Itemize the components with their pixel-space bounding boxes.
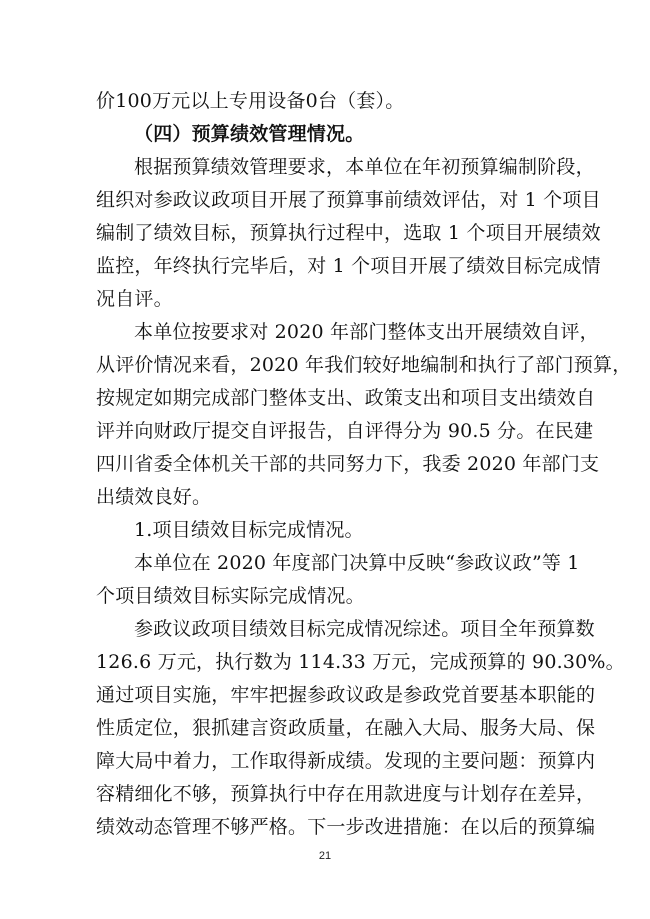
text-line-3: 根据预算绩效管理要求，本单位在年初预算编制阶段， — [134, 156, 595, 178]
text-line-18: 126.6 万元，执行数为 114.33 万元，完成预算的 90.30%。 — [96, 651, 625, 673]
text-line-15: 本单位在 2020 年度部门决算中反映“参政议政”等 1 — [134, 552, 580, 574]
text-line-4: 组织对参政议政项目开展了预算事前绩效评估，对 1 个项目 — [96, 189, 601, 211]
section-heading: （四）预算绩效管理情况。 — [134, 123, 365, 145]
text-line-1: 价100万元以上专用设备0台（套）。 — [96, 90, 405, 112]
text-line-11: 评并向财政厅提交自评报告，自评得分为 90.5 分。在民建 — [96, 420, 594, 442]
text-line-22: 容精细化不够，预算执行中存在用款进度与计划存在差异， — [96, 783, 596, 805]
text-line-12: 四川省委全体机关干部的共同努力下，我委 2020 年部门支 — [96, 453, 600, 475]
text-line-13: 出绩效良好。 — [96, 486, 212, 508]
text-line-17: 参政议政项目绩效目标完成情况综述。项目全年预算数 — [134, 618, 595, 640]
subsection-heading: 1.项目绩效目标完成情况。 — [134, 519, 364, 541]
text-line-7: 况自评。 — [96, 288, 173, 310]
text-line-6: 监控，年终执行完毕后，对 1 个项目开展了绩效目标完成情 — [96, 255, 601, 277]
text-line-21: 障大局中着力，工作取得新成绩。发现的主要问题：预算内 — [96, 750, 596, 772]
page-number: 21 — [318, 850, 332, 862]
text-line-19: 通过项目实施，牢牢把握参政议政是参政党首要基本职能的 — [96, 684, 596, 706]
text-line-10: 按规定如期完成部门整体支出、政策支出和项目支出绩效自 — [96, 387, 596, 409]
text-line-16: 个项目绩效目标实际完成情况。 — [96, 585, 365, 607]
text-line-23: 绩效动态管理不够严格。下一步改进措施：在以后的预算编 — [96, 816, 596, 838]
text-line-5: 编制了绩效目标，预算执行过程中，选取 1 个项目开展绩效 — [96, 222, 601, 244]
text-line-8: 本单位按要求对 2020 年部门整体支出开展绩效自评， — [134, 321, 599, 343]
text-line-9: 从评价情况来看，2020 年我们较好地编制和执行了部门预算， — [96, 354, 632, 376]
text-line-20: 性质定位，狠抓建言资政质量，在融入大局、服务大局、保 — [96, 717, 596, 739]
